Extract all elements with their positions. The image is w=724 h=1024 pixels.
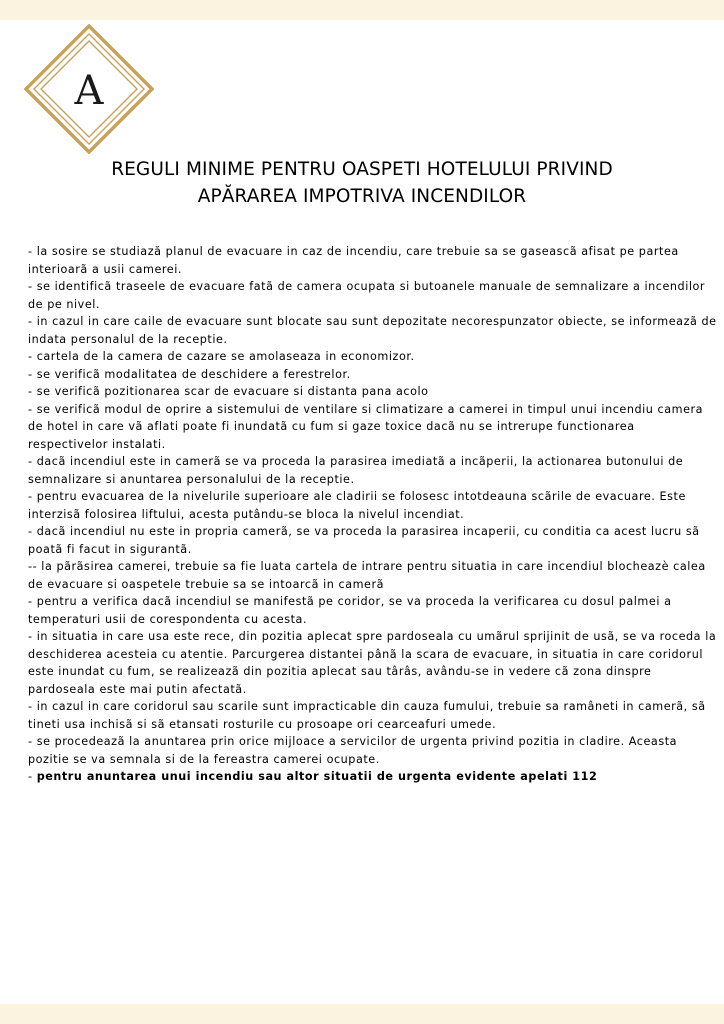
rule-item: - se identificã traseele de evacuare fatã de camera ocupata si butoanele manuale de semnalizare a incendilor de pe nivel. bbox=[28, 280, 706, 311]
title-line-1: REGULI MINIME PENTRU OASPETI HOTELULUI PRIVIND bbox=[111, 159, 613, 180]
rule-item: - dacã incendiul nu este in propria camerã, se va proceda la parasirea incaperii, cu conditia ca acest lucru sã poatã fi facut in sigurantã. bbox=[28, 525, 700, 556]
rule-item: - se verificã pozitionarea scar de evacuare si distanta pana acolo bbox=[28, 385, 429, 398]
title-line-2: APĂRAREA IMPOTRIVA INCENDILOR bbox=[197, 186, 527, 207]
rule-item: - se procedeazã la anuntarea prin orice mijloace a servicilor de urgenta privind pozitia in cladire. Aceasta pozitie se va semnala si de la fereastra camerei ocupate. bbox=[28, 735, 678, 766]
rule-item: - cartela de la camera de cazare se amolaseaza in economizor. bbox=[28, 350, 415, 363]
bottom-decorative-band bbox=[0, 1004, 724, 1024]
emergency-rule-prefix: - bbox=[28, 770, 37, 783]
rule-item: - in situatia in care usa este rece, din pozitia aplecat spre pardoseala cu umãrul sprijinit de usã, se va roceda la deschiderea acesteia cu atentie. Parcurgerea distantei pânã la scara de evacuare, in situatia in care coridorul este inundat cu fum, se realizeazã din pozitia aplecat sau târâs, avându-se in vedere cã zona dinspre pardoseala este mai putin afectatã. bbox=[28, 630, 717, 696]
rule-item: - in cazul in care caile de evacuare sunt blocate sau sunt depozitate necorespunzator obiecte, se informeazã de indata personalul de la receptie. bbox=[28, 315, 717, 346]
logo-letter: A bbox=[74, 68, 104, 114]
rule-item: - se verificã modul de oprire a sistemului de ventilare si climatizare a camerei in timpul unui incendiu camera de hotel in care vã aflati poate fi inundatã cu fum si gaze toxice dacã nu se intrerupe functionarea respectivelor instalati. bbox=[28, 402, 704, 451]
rule-item: - la sosire se studiază planul de evacuare in caz de incendiu, care trebuie sa se gaseascã afisat pe partea interioarã a usii camerei. bbox=[28, 245, 679, 276]
emergency-rule bbox=[28, 768, 718, 786]
rule-item: - pentru evacuarea de la nivelurile superioare ale cladirii se folosesc intotdeauna scãrile de evacuare. Este interzisã folosirea liftului, acesta putându-se bloca la nivelul incendiat. bbox=[28, 490, 686, 521]
rule-item: -- la pãrãsirea camerei, trebuie sa fie luata cartela de intrare pentru situatia in care incendiul blocheazè calea de evacuare si oaspetele trebuie sa se intoarcã in camerã bbox=[28, 560, 706, 591]
hotel-logo bbox=[24, 24, 154, 154]
emergency-rule-text: pentru anuntarea unui incendiu sau altor situatii de urgenta evidente apelati 112 bbox=[36, 770, 598, 783]
rule-item: - pentru a verifica dacã incendiul se manifestã pe coridor, se va proceda la verificarea cu dosul palmei a temperaturi usii de corespondenta cu acesta. bbox=[28, 595, 672, 626]
rule-item: - dacã incendiul este in camerã se va proceda la parasirea imediatã a incãperii, la actionarea butonului de semnalizare si anuntarea personalului de la receptie. bbox=[28, 455, 684, 486]
rules-list bbox=[28, 243, 718, 786]
rule-item: - se verificã modalitatea de deschidere a ferestrelor. bbox=[28, 367, 351, 381]
rule-item: - in cazul in care coridorul sau scarile sunt impracticable din cauza fumului, trebuie sa ramâneti in camerã, sã tineti usa inchisã si sã etansati rosturile cu prosoape ori cearceafuri umede. bbox=[28, 700, 706, 731]
page-title bbox=[40, 156, 684, 210]
top-decorative-band bbox=[0, 0, 724, 20]
